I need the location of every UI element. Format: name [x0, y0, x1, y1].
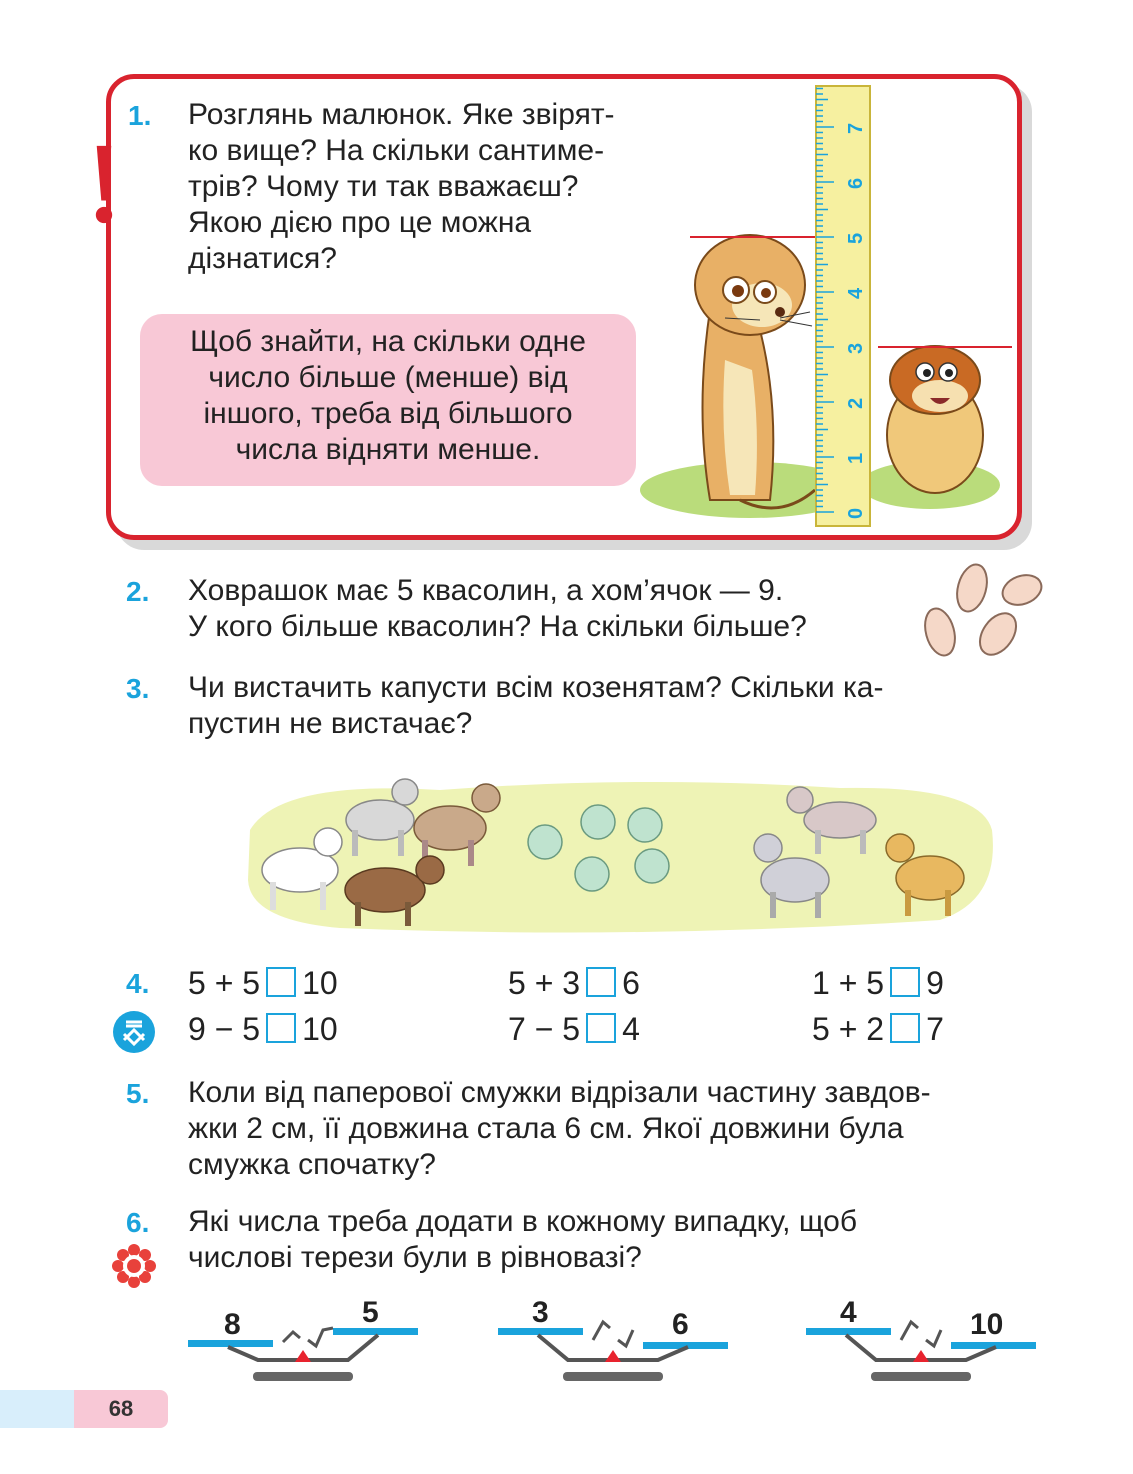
hamster-icon — [887, 346, 983, 493]
beans-icon — [914, 560, 1049, 660]
task-4-number: 4. — [126, 968, 150, 999]
task-2-number: 2. — [126, 576, 150, 607]
ruler-tick-label: 5 — [845, 232, 867, 244]
answer-box[interactable] — [586, 967, 616, 997]
ruler-tick-label: 2 — [845, 397, 867, 409]
task-2-text: Ховрашок має 5 квасолин, а хом’ячок — 9. У кого більше квасолин? На скільки більше? — [188, 574, 807, 643]
rule-box: Щоб знайти, на скільки одне число більше (менше) від іншого, треба від більшого числа відняти менше. — [140, 314, 636, 486]
equation: 9 − 5 10 — [188, 1011, 338, 1047]
task-1-number: 1. — [128, 100, 152, 131]
equation: 5 + 3 6 — [508, 965, 640, 1001]
equation: 1 + 5 9 — [812, 965, 944, 1001]
task-3-number: 3. — [126, 673, 150, 704]
equation: 7 − 5 4 — [508, 1011, 640, 1047]
answer-box[interactable] — [890, 1013, 920, 1043]
task-6-number: 6. — [126, 1207, 150, 1238]
equation: 5 + 5 10 — [188, 965, 338, 1001]
right-weight: 5 — [362, 1296, 379, 1329]
ruler-tick-label: 4 — [845, 287, 867, 299]
equation: 5 + 2 7 — [812, 1011, 944, 1047]
page-number: 68 — [74, 1390, 168, 1428]
right-weight: 10 — [970, 1308, 1004, 1341]
task-3-text: Чи вистачить капусти всім козенятам? Скільки ка- пустин не вистачає? — [188, 671, 884, 740]
answer-box[interactable] — [266, 967, 296, 997]
left-weight: 3 — [532, 1296, 549, 1329]
exclamation-icon — [94, 140, 114, 230]
ruler-tick-label: 3 — [845, 342, 867, 354]
task-5-text: Коли від паперової смужки відрізали частину завдов- жки 2 см, її довжина стала 6 см. Якої довжини була смужка спочатку? — [188, 1076, 931, 1181]
balance-scale — [188, 1296, 418, 1390]
ruler-tick-label: 6 — [845, 177, 867, 189]
page-number-bar — [0, 1390, 74, 1428]
answer-box[interactable] — [890, 967, 920, 997]
task-6-text: Які числа треба додати в кожному випадку, щоб числові терези були в рівновазі? — [188, 1205, 858, 1274]
balance-scale — [498, 1296, 728, 1390]
answer-box[interactable] — [586, 1013, 616, 1043]
ruler-tick-label: 0 — [845, 507, 867, 519]
right-weight: 6 — [672, 1308, 689, 1341]
answer-box[interactable] — [266, 1013, 296, 1043]
balance-scale — [806, 1296, 1036, 1390]
ruler-tick-label: 7 — [845, 122, 867, 134]
task-1-text: Розглянь малюнок. Яке звірят- ко вище? На скільки сантиме- трів? Чому ти так вважаєш? Якою дією про це можна дізнатися? — [188, 98, 615, 275]
task-5-number: 5. — [126, 1078, 150, 1109]
flower-icon — [112, 1244, 156, 1288]
left-weight: 4 — [840, 1296, 857, 1329]
compare-icon — [112, 1010, 156, 1054]
goats-cabbages-illustration — [240, 770, 1000, 940]
left-weight: 8 — [224, 1308, 241, 1341]
ruler-illustration — [640, 80, 1020, 535]
ruler-tick-label: 1 — [845, 452, 867, 464]
